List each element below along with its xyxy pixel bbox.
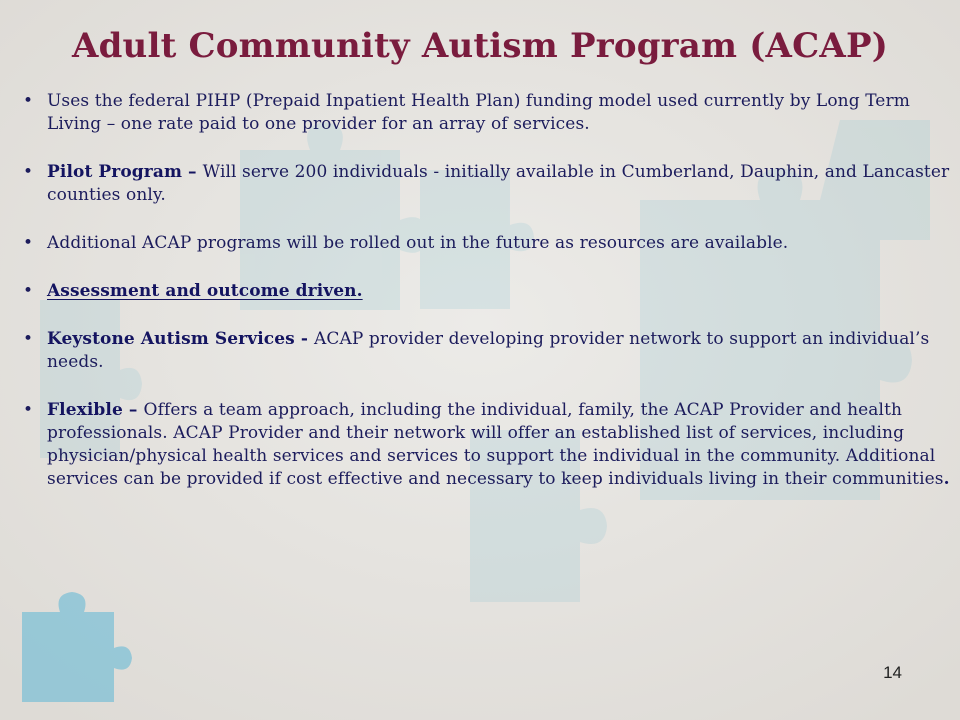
bullet-tail: .: [943, 469, 950, 489]
bullet-text: ACAP provider developing provider network to support an individual’s needs.: [47, 329, 930, 372]
bullet-item-pilot-program: [23, 161, 953, 207]
bullet-lead: Pilot Program –: [47, 162, 203, 182]
bullet-text: Will serve 200 individuals - initially available in Cumberland, Dauphin, and Lancaster counties only.: [47, 162, 950, 205]
bullet-item-keystone: [23, 328, 953, 374]
bullet-lead: Assessment and outcome driven.: [47, 281, 363, 301]
bullet-dot-icon: •: [23, 329, 34, 349]
bullet-item-flexible: [23, 399, 953, 491]
bullet-lead: Keystone Autism Services -: [47, 329, 315, 349]
bullet-list: [23, 90, 953, 491]
bullet-lead: Flexible –: [47, 400, 144, 420]
bullet-item-assessment: [23, 280, 953, 303]
bullet-text: Offers a team approach, including the individual, family, the ACAP Provider and health professionals. ACAP Provider and their network will offer an established list of services, including physician/physical health services and services to support the individual in the community. Additional services can be provided if cost effective and necessary to keep individuals living in their communities: [47, 400, 944, 489]
page-number: 14: [883, 663, 902, 682]
bullet-item-additional-programs: [23, 232, 953, 255]
bullet-dot-icon: •: [23, 162, 34, 182]
bullet-dot-icon: •: [23, 91, 34, 111]
bullet-text: Uses the federal PIHP (Prepaid Inpatient Health Plan) funding model used currently by Long Term Living – one rate paid to one provider for an array of services.: [47, 91, 910, 134]
bullet-dot-icon: •: [23, 233, 34, 253]
bullet-dot-icon: •: [23, 400, 34, 420]
slide-title: Adult Community Autism Program (ACAP): [72, 26, 888, 66]
bullet-item-pihp: [23, 90, 953, 136]
bullet-text: Additional ACAP programs will be rolled out in the future as resources are available.: [47, 233, 789, 253]
bullet-dot-icon: •: [23, 281, 34, 301]
